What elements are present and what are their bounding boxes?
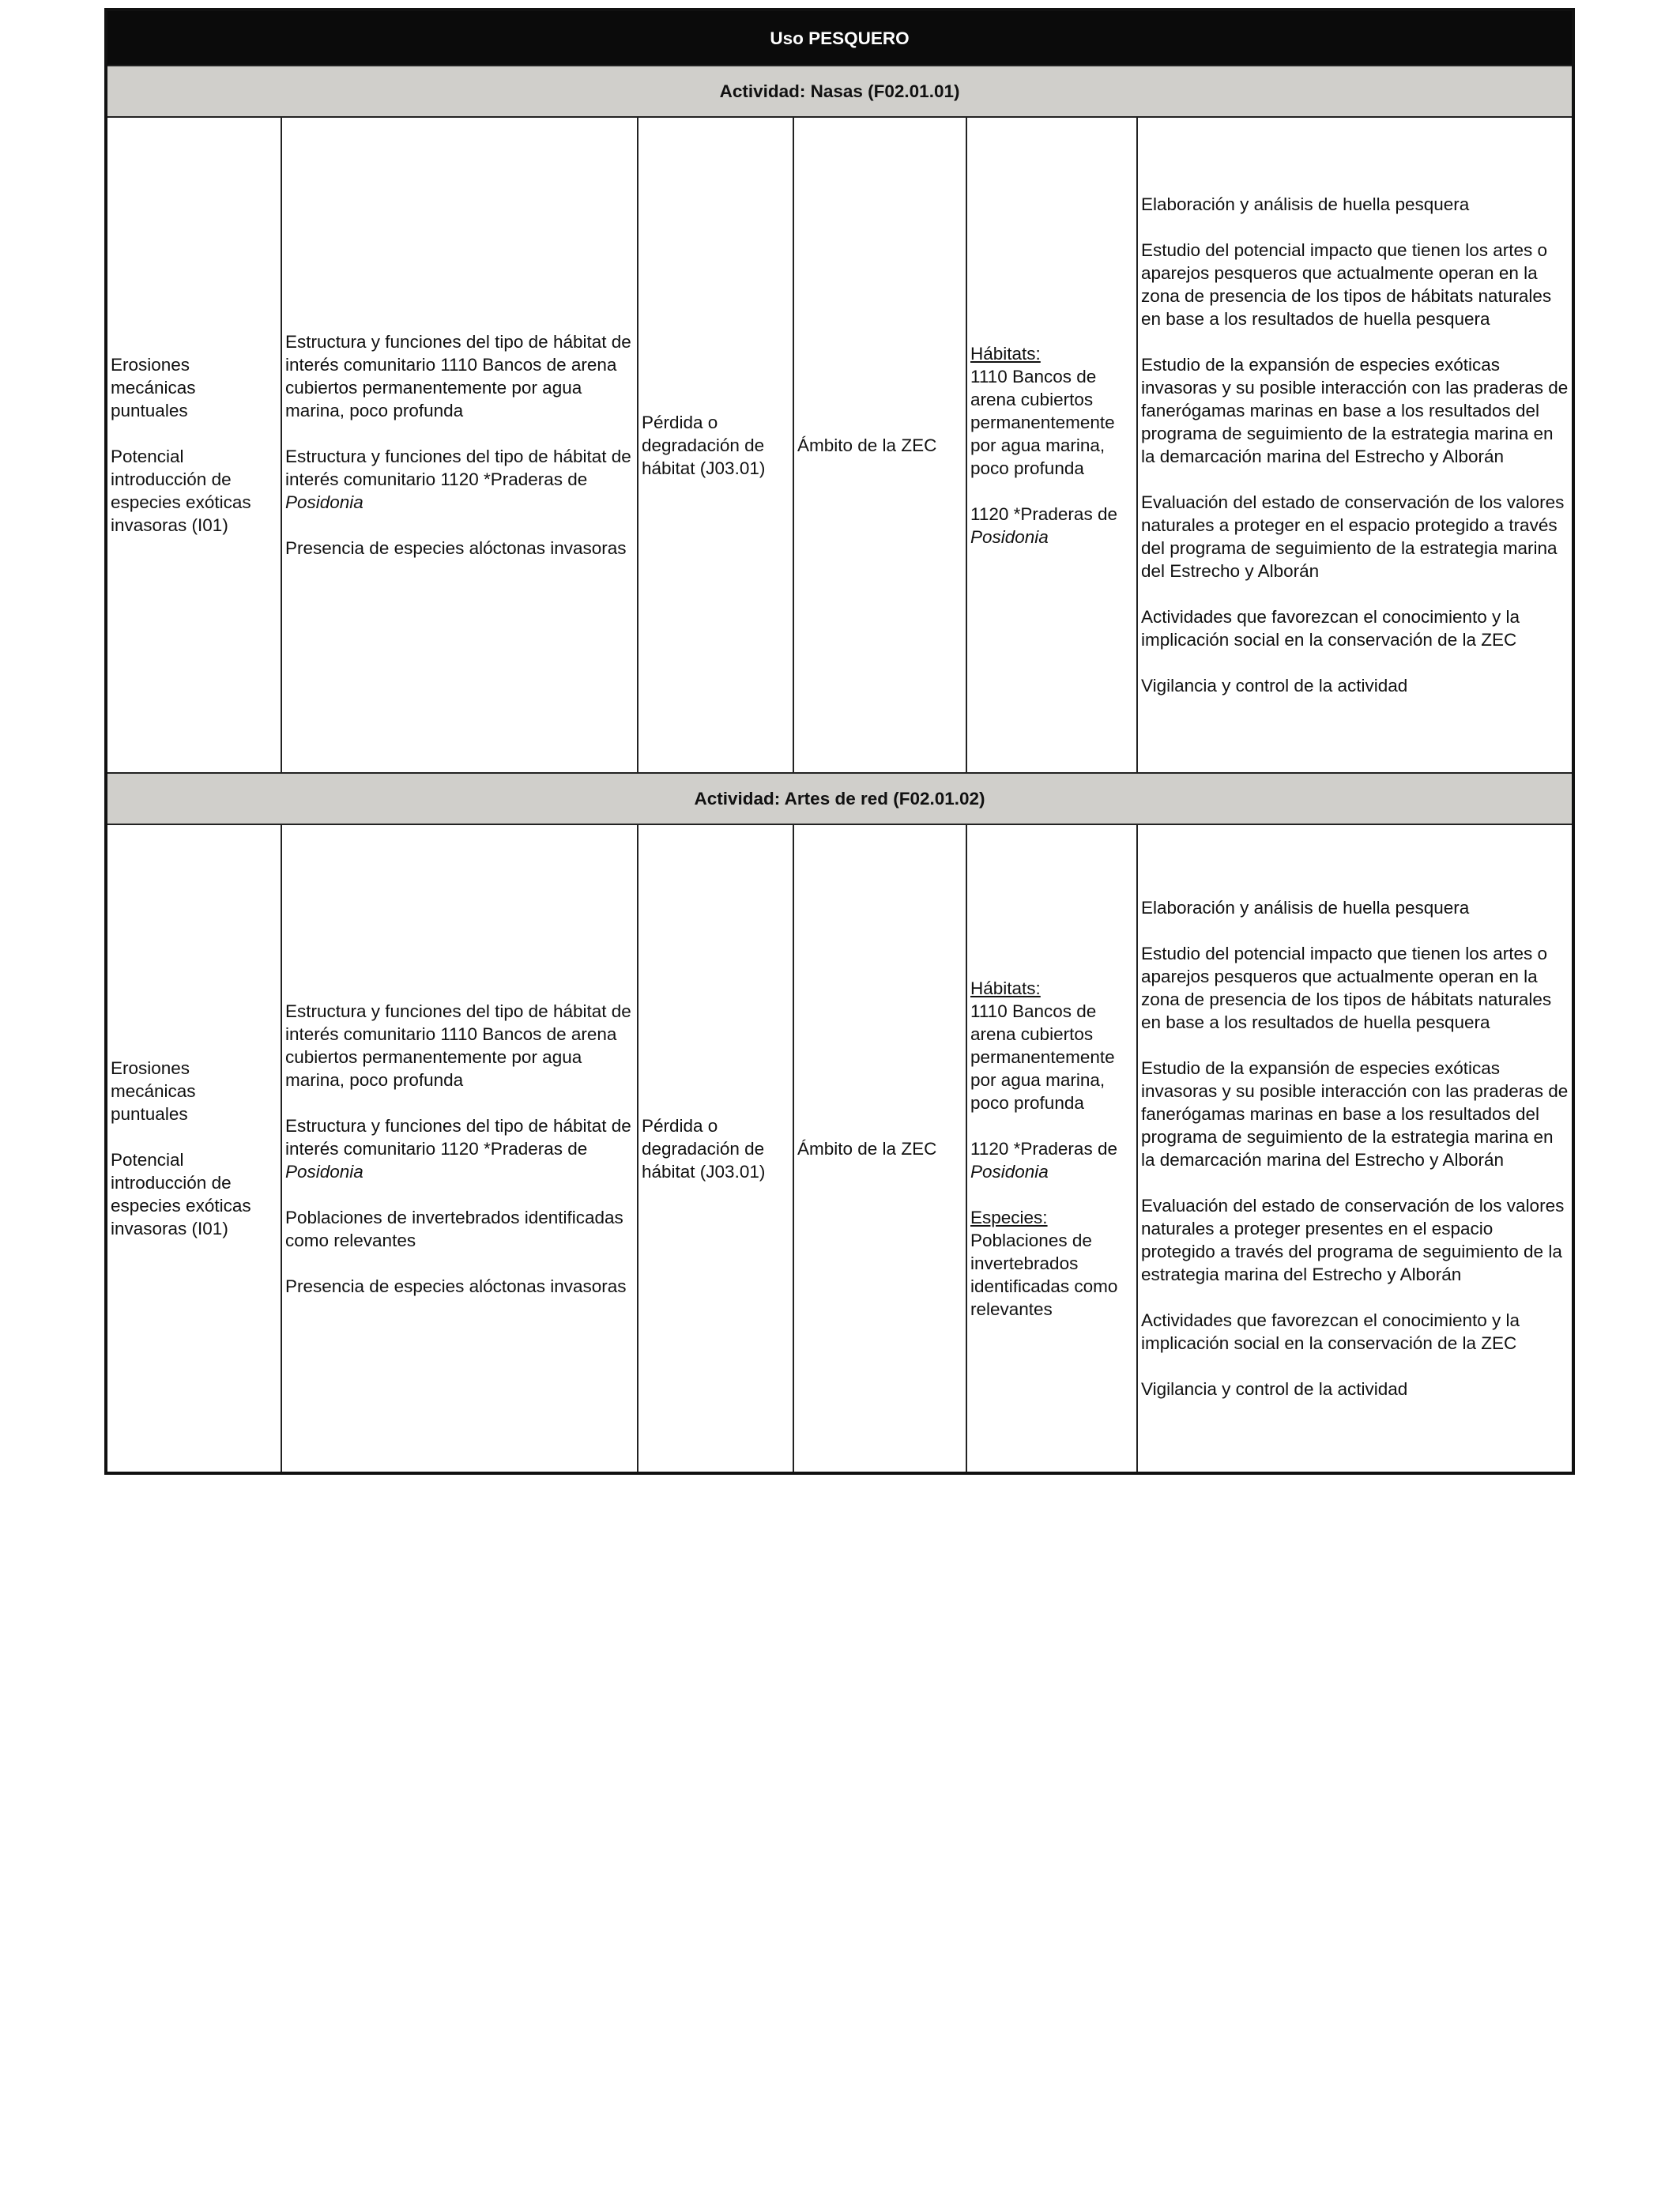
valor-item: Estructura y funciones del tipo de hábitat de interés comunitario 1110 Bancos de arena cubiertos permanentemente por agua marina, poco profunda bbox=[285, 1001, 631, 1090]
valor-text: Estructura y funciones del tipo de hábitat de interés comunitario 1120 *Praderas de bbox=[285, 1115, 631, 1159]
medida-item: Estudio del potencial impacto que tienen los artes o aparejos pesqueros que actualmente operan en la zona de presencia de los tipos de hábitats naturales en base a los resultados de huella pesquera bbox=[1141, 240, 1552, 329]
presion-item: Erosiones mecánicas puntuales bbox=[111, 1058, 196, 1124]
elementos-cell bbox=[966, 117, 1137, 773]
valor-item: Poblaciones de invertebrados identificadas como relevantes bbox=[285, 1207, 623, 1250]
medida-item: Vigilancia y control de la actividad bbox=[1141, 676, 1408, 696]
medida-item: Vigilancia y control de la actividad bbox=[1141, 1379, 1408, 1399]
medida-item: Elaboración y análisis de huella pesquera bbox=[1141, 194, 1470, 214]
habitat-1110: 1110 Bancos de arena cubiertos permanentemente por agua marina, poco profunda bbox=[970, 366, 1115, 478]
valor-item bbox=[285, 445, 634, 514]
valor-item: Presencia de especies alóctonas invasoras bbox=[285, 538, 627, 558]
table-row bbox=[106, 824, 1573, 1473]
presion-item: Erosiones mecánicas puntuales bbox=[111, 355, 196, 420]
valor-item: Presencia de especies alóctonas invasoras bbox=[285, 1276, 627, 1296]
valor-italic: Posidonia bbox=[285, 1161, 363, 1182]
ambito-cell: Ámbito de la ZEC bbox=[793, 117, 966, 773]
presiones-cell bbox=[106, 117, 281, 773]
impacto-cell: Pérdida o degradación de hábitat (J03.01) bbox=[638, 824, 793, 1473]
medidas-cell bbox=[1137, 824, 1573, 1473]
table-title: Uso PESQUERO bbox=[106, 9, 1573, 66]
presion-item: Potencial introducción de especies exóticas invasoras (I01) bbox=[111, 447, 251, 535]
habitats-label: Hábitats: bbox=[970, 343, 1041, 364]
medida-item: Evaluación del estado de conservación de los valores naturales a proteger en el espacio protegido a través del programa de seguimiento de la estrategia marina del Estrecho y Alborán bbox=[1141, 492, 1565, 581]
valor-item: Estructura y funciones del tipo de hábitat de interés comunitario 1110 Bancos de arena cubiertos permanentemente por agua marina, poco profunda bbox=[285, 332, 631, 420]
activity-heading: Actividad: Nasas (F02.01.01) bbox=[106, 66, 1573, 117]
activity-header-row bbox=[106, 66, 1573, 117]
medida-item: Evaluación del estado de conservación de los valores naturales a proteger presentes en el espacio protegido a través del programa de seguimiento de la estrategia marina del Estrecho y Alborán bbox=[1141, 1196, 1565, 1284]
table-title-row bbox=[106, 9, 1573, 66]
activity-heading: Actividad: Artes de red (F02.01.02) bbox=[106, 773, 1573, 824]
valores-cell bbox=[281, 117, 638, 773]
especies-text: Poblaciones de invertebrados identificadas como relevantes bbox=[970, 1230, 1118, 1319]
habitats-label: Hábitats: bbox=[970, 978, 1041, 998]
ambito-cell: Ámbito de la ZEC bbox=[793, 824, 966, 1473]
valor-text: Estructura y funciones del tipo de hábitat de interés comunitario 1120 *Praderas de bbox=[285, 447, 631, 489]
table-row bbox=[106, 117, 1573, 773]
medida-item: Actividades que favorezcan el conocimiento y la implicación social en la conservación de la ZEC bbox=[1141, 607, 1520, 650]
medida-item: Elaboración y análisis de huella pesquera bbox=[1141, 898, 1470, 918]
valores-cell bbox=[281, 824, 638, 1473]
elementos-cell bbox=[966, 824, 1137, 1473]
medida-item: Estudio del potencial impacto que tienen los artes o aparejos pesqueros que actualmente operan en la zona de presencia de los tipos de hábitats naturales en base a los resultados de huella pesquera bbox=[1141, 944, 1552, 1032]
medida-item: Estudio de la expansión de especies exóticas invasoras y su posible interacción con las praderas de fanerógamas marinas en base a los resultados del programa de seguimiento de la estrategia marina en la demarcación marina del Estrecho y Alborán bbox=[1141, 1058, 1569, 1170]
habitat-1120: 1120 *Praderas de Posidonia bbox=[970, 1138, 1117, 1182]
medida-item: Estudio de la expansión de especies exóticas invasoras y su posible interacción con las praderas de fanerógamas marinas en base a los resultados del programa de seguimiento de la estrategia marina en la demarcación marina del Estrecho y Alborán bbox=[1141, 355, 1569, 466]
medidas-cell bbox=[1137, 117, 1573, 773]
valor-italic: Posidonia bbox=[285, 492, 363, 512]
measures-table bbox=[104, 8, 1575, 1475]
impacto-cell: Pérdida o degradación de hábitat (J03.01) bbox=[638, 117, 793, 773]
activity-header-row bbox=[106, 773, 1573, 824]
valor-item bbox=[285, 1114, 634, 1183]
especies-label: Especies: bbox=[970, 1207, 1048, 1227]
presiones-cell bbox=[106, 824, 281, 1473]
medida-item: Actividades que favorezcan el conocimiento y la implicación social en la conservación de la ZEC bbox=[1141, 1310, 1520, 1353]
habitat-1110: 1110 Bancos de arena cubiertos permanentemente por agua marina, poco profunda bbox=[970, 1001, 1115, 1113]
presion-item: Potencial introducción de especies exóticas invasoras (I01) bbox=[111, 1150, 251, 1238]
habitat-1120: 1120 *Praderas de Posidonia bbox=[970, 503, 1117, 547]
